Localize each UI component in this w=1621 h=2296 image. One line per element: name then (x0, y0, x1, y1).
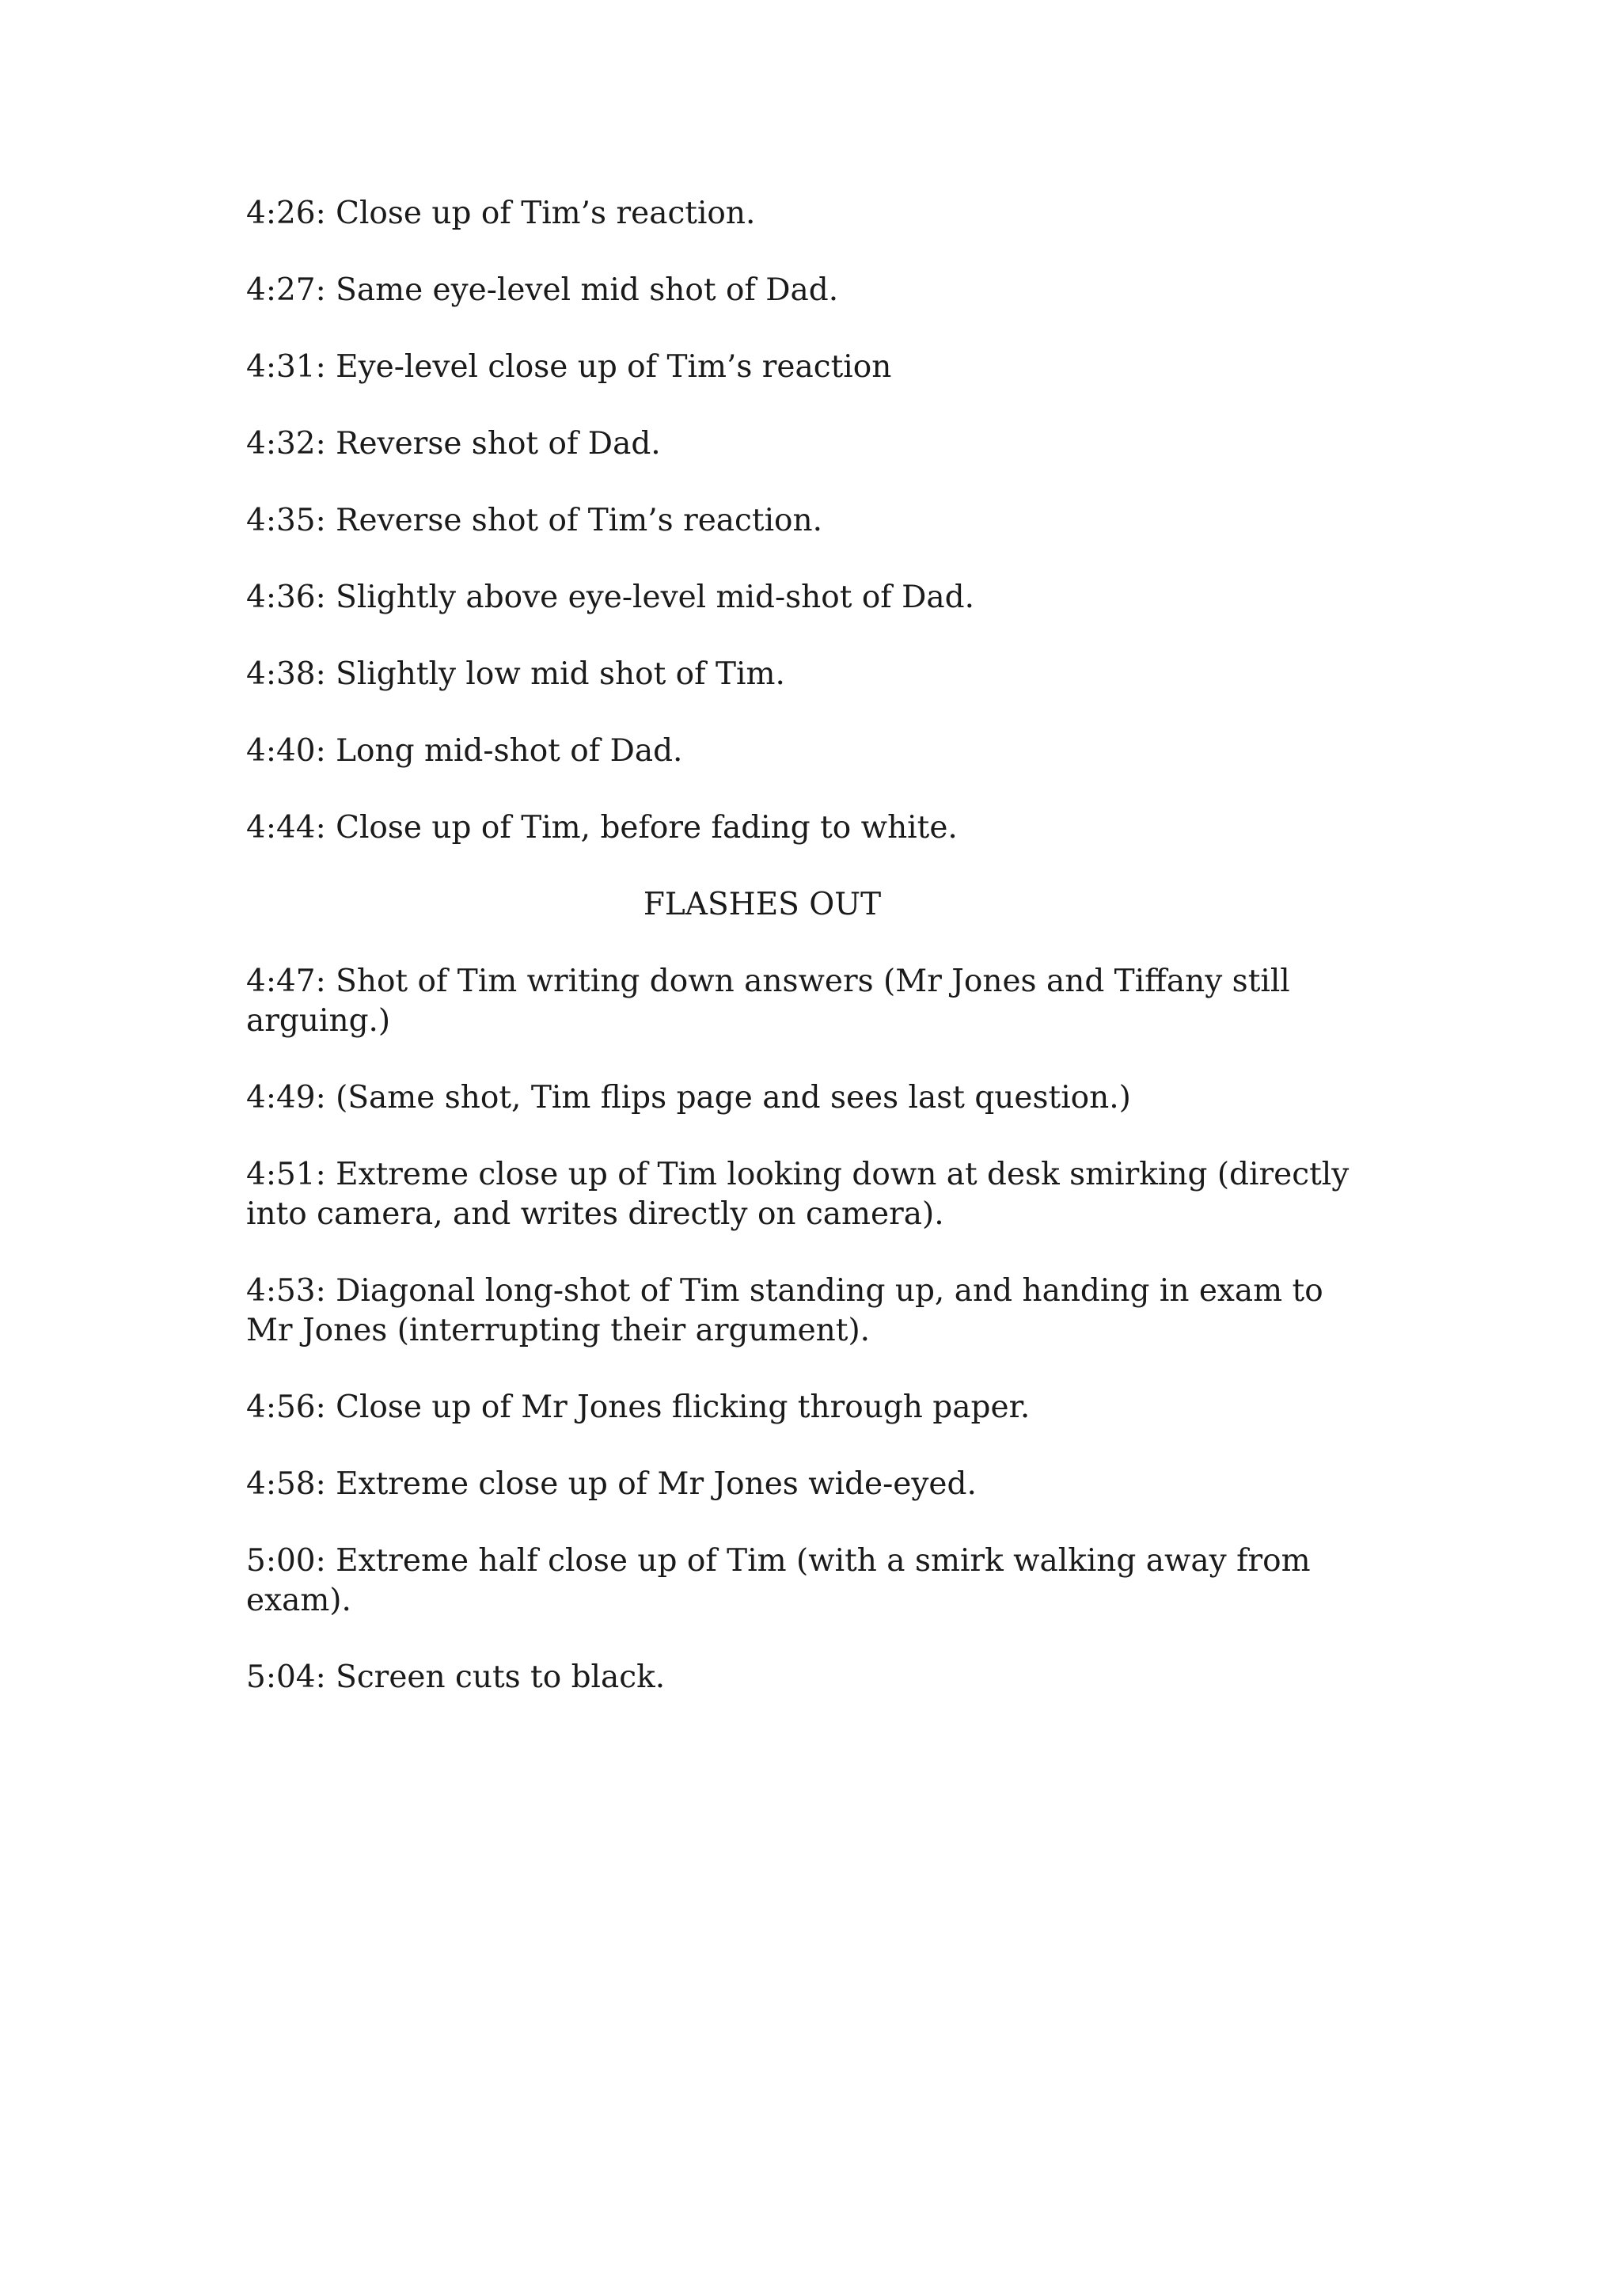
shot-entry-449: 4:49: (Same shot, Tim flips page and sees last question.) (246, 1080, 1131, 1116)
shot-entry-504: 5:04: Screen cuts to black. (246, 1659, 666, 1695)
shot-entry-447: 4:47: Shot of Tim writing down answers (Mr Jones and Tiffany still arguing.) (246, 964, 1290, 1039)
shot-entry-458: 4:58: Extreme close up of Mr Jones wide-eyed. (246, 1466, 977, 1502)
shot-entry-435: 4:35: Reverse shot of Tim’s reaction. (246, 503, 823, 538)
shot-entry-438: 4:38: Slightly low mid shot of Tim. (246, 656, 785, 692)
document-body (246, 194, 1354, 1735)
shot-entry-451: 4:51: Extreme close up of Tim looking down at desk smirking (directly into camera, and writes directly on camera). (246, 1157, 1350, 1232)
shot-entry-440: 4:40: Long mid-shot of Dad. (246, 733, 683, 769)
shot-entry-426: 4:26: Close up of Tim’s reaction. (246, 196, 756, 231)
shot-entry-444: 4:44: Close up of Tim, before fading to white. (246, 810, 958, 846)
section-heading: FLASHES OUT (643, 887, 882, 922)
shot-entry-436: 4:36: Slightly above eye-level mid-shot of Dad. (246, 580, 975, 615)
shot-entry-432: 4:32: Reverse shot of Dad. (246, 426, 661, 462)
shot-entry-427: 4:27: Same eye-level mid shot of Dad. (246, 272, 839, 308)
shot-entry-500: 5:00: Extreme half close up of Tim (with a smirk walking away from exam). (246, 1543, 1311, 1618)
shot-entry-456: 4:56: Close up of Mr Jones flicking through paper. (246, 1389, 1031, 1425)
shot-entry-431: 4:31: Eye-level close up of Tim’s reaction (246, 349, 892, 385)
shot-entry-453: 4:53: Diagonal long-shot of Tim standing up, and handing in exam to Mr Jones (interrupting their argument). (246, 1273, 1323, 1348)
